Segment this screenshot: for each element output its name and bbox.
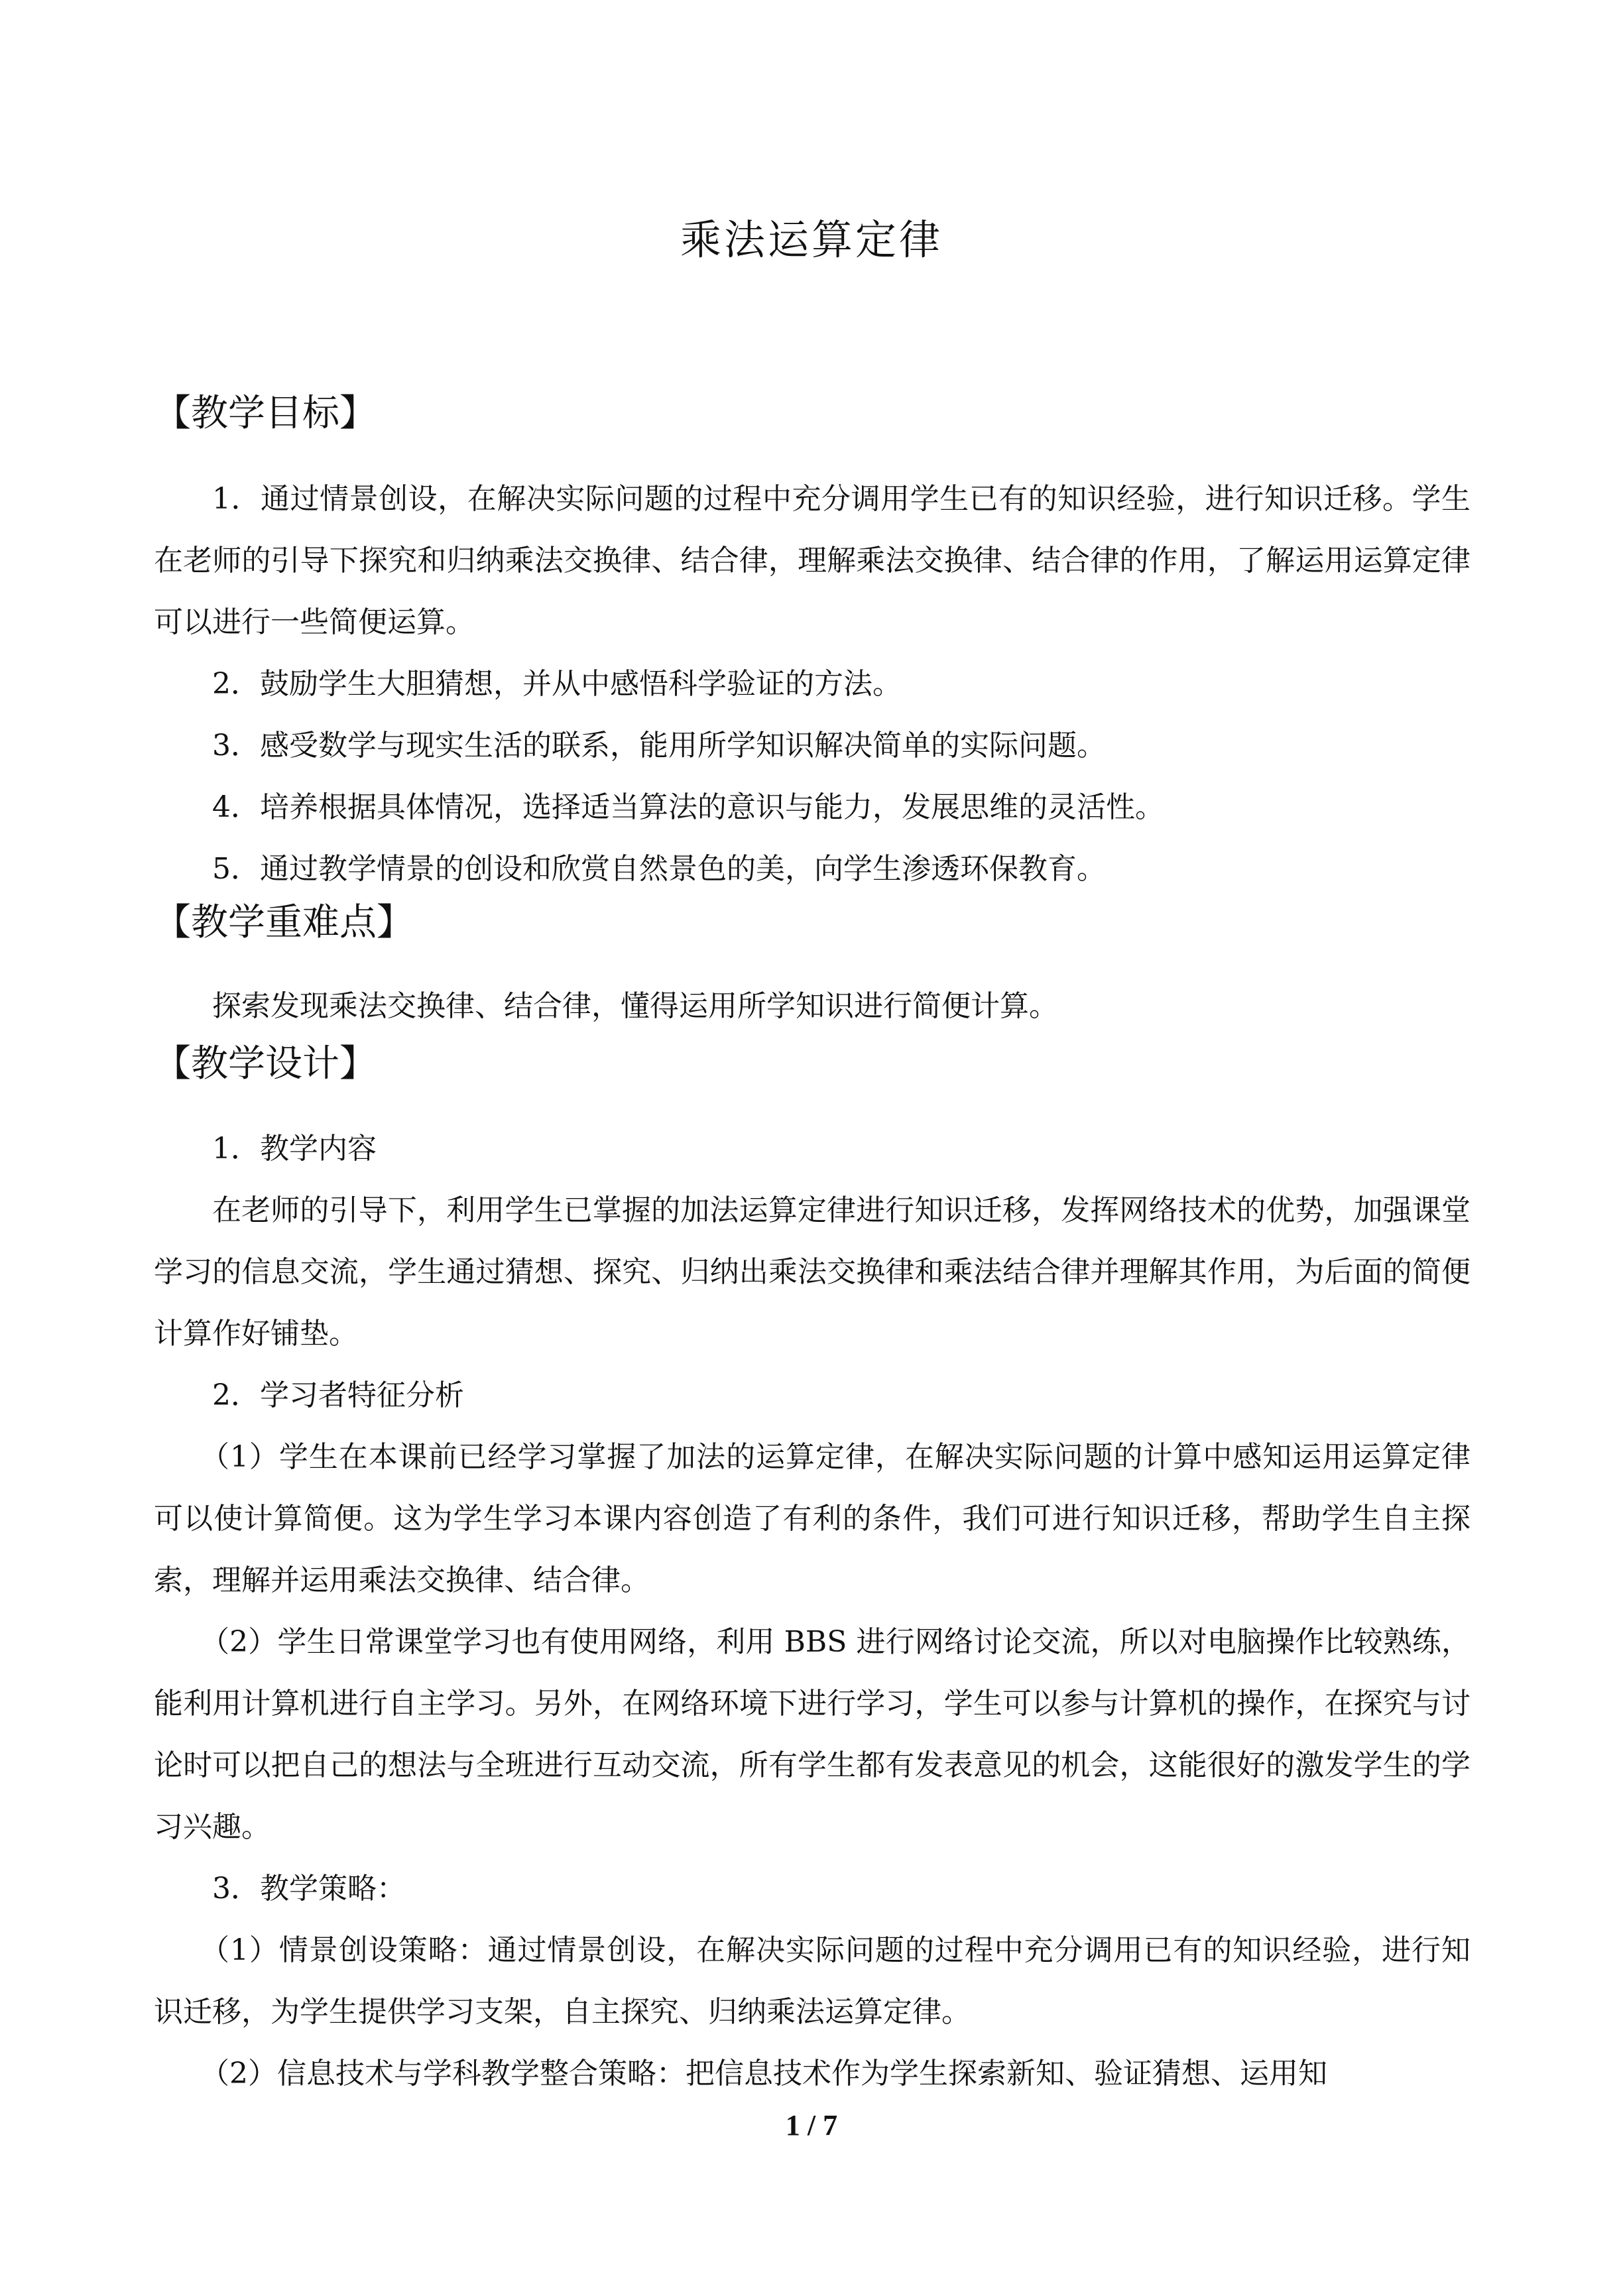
page-number: 1 / 7 (785, 2109, 838, 2142)
page-title: 乘法运算定律 (680, 215, 943, 264)
paragraph: 1．教学内容 (212, 1132, 377, 1166)
paragraph: 1．通过情景创设，在解决实际问题的过程中充分调用学生已有的知识经验，进行知识迁移。学生在老师的引导下探究和归纳乘法交换律、结合律，理解乘法交换律、结合律的作用，了解运用运算定律可以进行一些简便运算。 (154, 482, 1471, 639)
paragraph: 5．通过教学情景的创设和欣赏自然景色的美，向学生渗透环保教育。 (212, 852, 1106, 886)
paragraph: 在老师的引导下，利用学生已掌握的加法运算定律进行知识迁移，发挥网络技术的优势，加强课堂学习的信息交流，学生通过猜想、探究、归纳出乘法交换律和乘法结合律并理解其作用，为后面的简便计算作好铺垫。 (154, 1193, 1471, 1351)
paragraph: 探索发现乘法交换律、结合律，懂得运用所学知识进行简便计算。 (212, 989, 1058, 1023)
paragraph: 2．鼓励学生大胆猜想，并从中感悟科学验证的方法。 (212, 667, 902, 701)
paragraph: 3．教学策略： (212, 1872, 406, 1905)
paragraph: 4．培养根据具体情况，选择适当算法的意识与能力，发展思维的灵活性。 (212, 790, 1164, 824)
paragraph: （1）学生在本课前已经学习掌握了加法的运算定律，在解决实际问题的计算中感知运用运算定律可以使计算简便。这为学生学习本课内容创造了有利的条件，我们可进行知识迁移，帮助学生自主探索，理解并运用乘法交换律、结合律。 (154, 1440, 1471, 1597)
section-heading-key-points: 【教学重难点】 (154, 901, 414, 944)
paragraph: （2）学生日常课堂学习也有使用网络，利用 BBS 进行网络讨论交流，所以对电脑操作比较熟练，能利用计算机进行自主学习。另外，在网络环境下进行学习，学生可以参与计算机的操作，在探究与讨论时可以把自己的想法与全班进行互动交流，所有学生都有发表意见的机会，这能很好的激发学生的学习兴趣。 (154, 1625, 1471, 1844)
paragraph: （2）信息技术与学科教学整合策略：把信息技术作为学生探索新知、验证猜想、运用知 (200, 2057, 1327, 2090)
section-heading-design: 【教学设计】 (154, 1042, 377, 1085)
paragraph: 3．感受数学与现实生活的联系，能用所学知识解决简单的实际问题。 (212, 729, 1106, 762)
section-heading-objectives: 【教学目标】 (154, 392, 377, 435)
paragraph: （1）情景创设策略：通过情景创设，在解决实际问题的过程中充分调用已有的知识经验，进行知识迁移，为学生提供学习支架，自主探究、归纳乘法运算定律。 (154, 1933, 1471, 2029)
paragraph: 2．学习者特征分析 (212, 1378, 464, 1412)
